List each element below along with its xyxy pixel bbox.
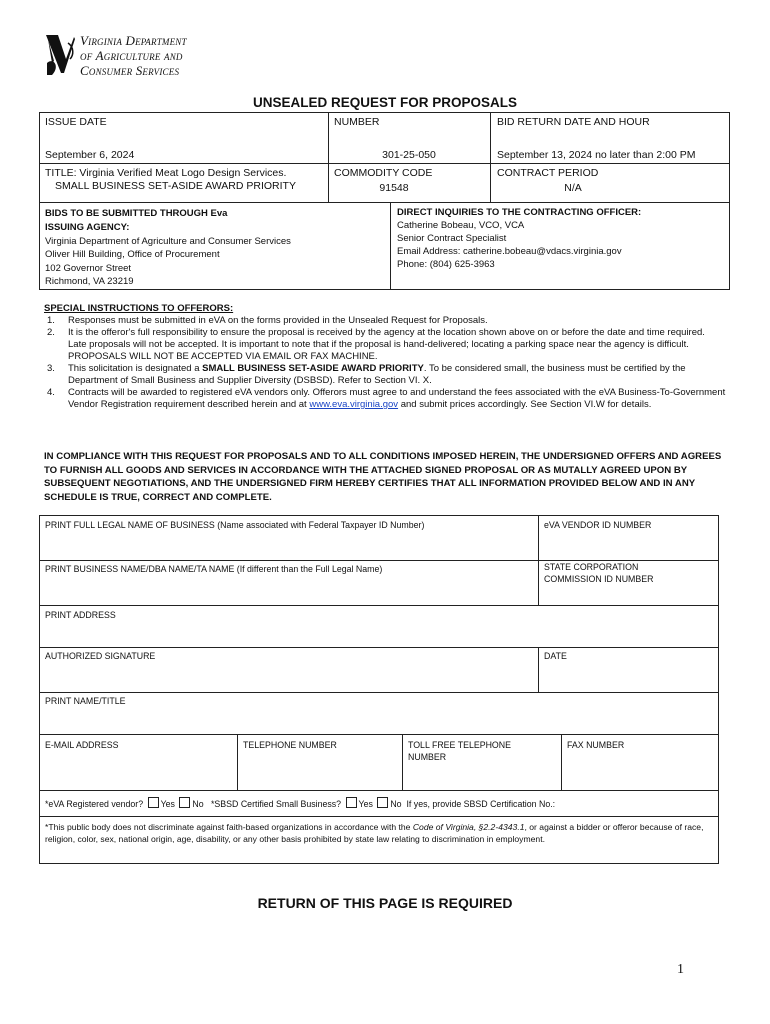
officer-name: Catherine Bobeau, VCO, VCA [397, 220, 525, 231]
instruction-item: 4. Contracts will be awarded to registered eVA vendors only. Offerors must agree to and understand the fees associated with the eVA Business-To-Government Vendor Registration requirement described herein and at www.eva.virginia.gov and submit prices accordingly. See Section VI.W for details. [47, 387, 726, 410]
number-label: NUMBER [334, 116, 380, 128]
bid-return-value: September 13, 2024 no later than 2:00 PM [497, 149, 696, 161]
toll-free-field-line1[interactable]: TOLL FREE TELEPHONE [408, 740, 511, 750]
officer-title: Senior Contract Specialist [397, 233, 507, 244]
return-page-notice: RETURN OF THIS PAGE IS REQUIRED [257, 895, 513, 911]
sbsd-yes-label: Yes [358, 799, 373, 809]
issuing-agency-building: Oliver Hill Building, Office of Procurement [45, 249, 220, 260]
toll-free-field-line2: NUMBER [408, 752, 447, 762]
eva-yes-label: Yes [160, 799, 175, 809]
issuing-agency-street: 102 Governor Street [45, 263, 132, 274]
telephone-field[interactable]: TELEPHONE NUMBER [243, 740, 337, 750]
sbsd-certified-label: *SBSD Certified Small Business? [211, 799, 342, 809]
date-field[interactable]: DATE [544, 651, 567, 661]
sbsd-cert-number-field[interactable]: If yes, provide SBSD Certification No.: [406, 799, 556, 809]
contract-period-label: CONTRACT PERIOD [497, 167, 599, 179]
eva-website-link[interactable]: www.eva.virginia.gov [309, 399, 399, 410]
bids-submitted-label: BIDS TO BE SUBMITTED THROUGH Eva [45, 208, 228, 219]
bid-return-label: BID RETURN DATE AND HOUR [497, 116, 650, 128]
inquiries-label: DIRECT INQUIRIES TO THE CONTRACTING OFFICER: [397, 207, 642, 218]
compliance-statement: IN COMPLIANCE WITH THIS REQUEST FOR PROPOSALS AND TO ALL CONDITIONS IMPOSED HEREIN, THE UNDERSIGNED OFFERS AND AGREES TO FURNISH ALL GOODS AND SERVICES IN ACCORDANCE WITH THE ATTACHED SIGNED PROPOSAL OR AS MUTALLY AGREED UPON BY SUBSEQUENT NEGOTIATIONS, AND THE UNDERSIGNED FIRM HEREBY CERTIFIES THAT ALL INFORMATION PROVIDED BELOW AND IN ANY SCHEDULE IS TRUE, CORRECT AND COMPLETE. [44, 451, 722, 503]
eva-no-label: No [192, 799, 204, 809]
legal-name-field[interactable]: PRINT FULL LEGAL NAME OF BUSINESS (Name associated with Federal Taxpayer ID Number) [45, 520, 425, 530]
eva-registered-label: *eVA Registered vendor? [45, 799, 144, 809]
title-line2: SMALL BUSINESS SET-ASIDE AWARD PRIORITY [55, 180, 296, 192]
signature-field[interactable]: AUTHORIZED SIGNATURE [45, 651, 156, 661]
non-discrimination-notice: *This public body does not discriminate against faith-based organizations in accordance with the Code of Virginia, §2.2-4343.1, or against a bidder or offeror because of race, religion, color, sex, national origin, age, disability, or any other basis prohibited by state law relating to discrimination in employment. [45, 822, 704, 844]
sbsd-yes-checkbox[interactable] [346, 797, 357, 808]
agency-name-line3: Consumer Services [80, 63, 180, 78]
instruction-item: 2. It is the offeror's full responsibility to ensure the proposal is received by the agency at the location shown above on or before the date and time required. Late proposals will not be accepted. It is important to note that if the proposal is hand-delivered; locating a parking space near the agency is difficult. PROPOSALS WILL NOT BE ACCEPTED VIA EMAIL OR FAX MACHINE. [47, 327, 705, 362]
issue-date-value: September 6, 2024 [45, 149, 135, 161]
instruction-item: 3. This solicitation is designated a SMALL BUSINESS SET-ASIDE AWARD PRIORITY. To be considered small, the business must be certified by the Department of Small Business and Supplier Diversity (DSBSD). Refer to Section VI. X. [47, 363, 686, 386]
eva-vendor-id-field[interactable]: eVA VENDOR ID NUMBER [544, 520, 652, 530]
agency-name-line2: of Agriculture and [80, 48, 183, 63]
issue-date-label: ISSUE DATE [45, 116, 107, 128]
instructions-heading: SPECIAL INSTRUCTIONS TO OFFERORS: [44, 303, 234, 314]
contract-period-value: N/A [564, 182, 582, 194]
agency-name-line1: Virginia Department [80, 33, 187, 48]
commodity-label: COMMODITY CODE [334, 167, 433, 179]
registration-row [45, 797, 555, 811]
sbsd-no-checkbox[interactable] [377, 797, 388, 808]
issuing-agency-city: Richmond, VA 23219 [45, 276, 134, 287]
dba-name-field[interactable]: PRINT BUSINESS NAME/DBA NAME/TA NAME (If different than the Full Legal Name) [45, 564, 383, 574]
special-instructions [44, 303, 726, 411]
issuing-agency-name: Virginia Department of Agriculture and Consumer Services [45, 236, 291, 247]
scc-id-field-line1[interactable]: STATE CORPORATION [544, 562, 639, 572]
eva-yes-checkbox[interactable] [148, 797, 159, 808]
officer-phone: Phone: (804) 625-3963 [397, 259, 495, 270]
scc-id-field-line2: COMMISSION ID NUMBER [544, 574, 654, 584]
title-line1: TITLE: Virginia Verified Meat Logo Design Services. [45, 167, 287, 179]
eva-no-checkbox[interactable] [179, 797, 190, 808]
address-field[interactable]: PRINT ADDRESS [45, 610, 116, 620]
name-title-field[interactable]: PRINT NAME/TITLE [45, 696, 126, 706]
instruction-item: 1. Responses must be submitted in eVA on the forms provided in the Unsealed Request for Proposals. [47, 315, 488, 326]
document-title: UNSEALED REQUEST FOR PROPOSALS [252, 95, 518, 110]
commodity-value: 91548 [379, 182, 409, 194]
issuing-agency-label: ISSUING AGENCY: [45, 222, 130, 233]
officer-email[interactable]: Email Address: catherine.bobeau@vdacs.virginia.gov [397, 246, 622, 257]
sbsd-no-label: No [390, 799, 402, 809]
agency-emblem-icon [44, 33, 76, 79]
number-value: 301-25-050 [382, 149, 436, 161]
agency-logo [44, 33, 244, 79]
email-field[interactable]: E-MAIL ADDRESS [45, 740, 119, 750]
page-number: 1 [677, 962, 684, 977]
fax-field[interactable]: FAX NUMBER [567, 740, 625, 750]
